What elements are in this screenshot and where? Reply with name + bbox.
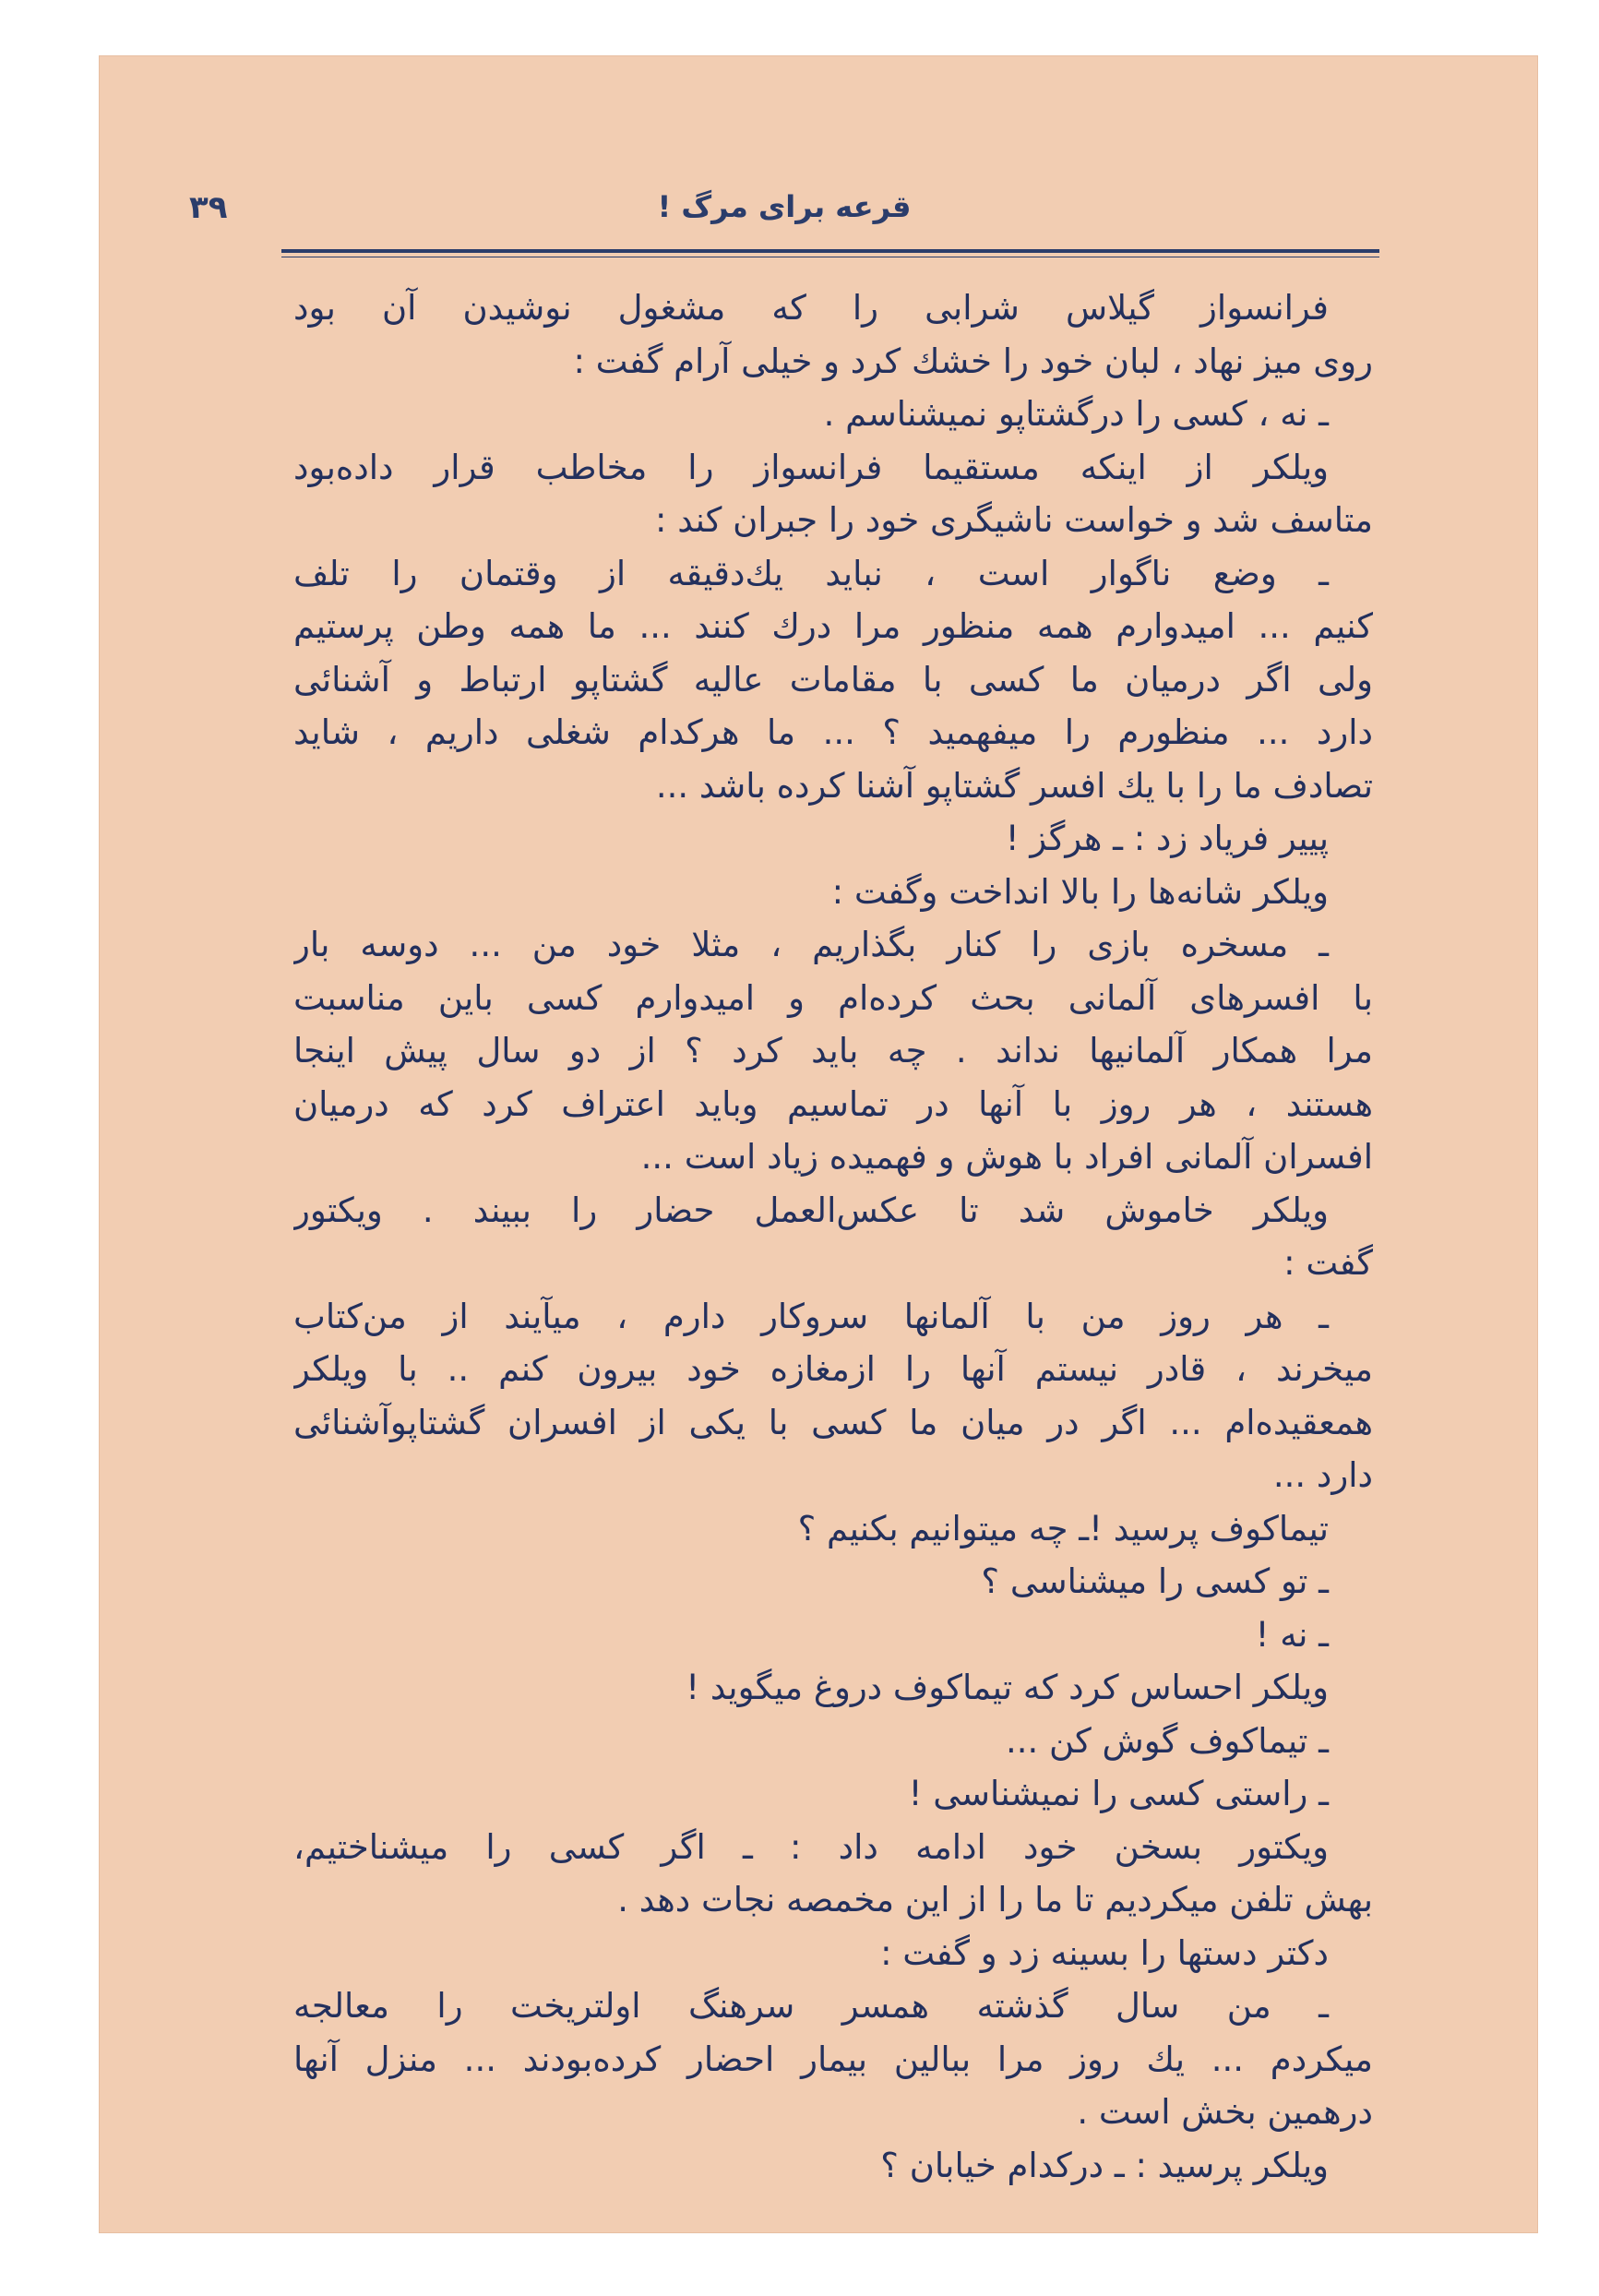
text-line: میکردم ... یك روز مرا ببالین بیمار احضار کرده‌بودند ... منزل آنها [293,2039,1373,2079]
text-line: ویلکر شانه‌ها را بالا انداخت وگفت : [831,871,1329,912]
text-line: ـ مسخره بازی را کنار بگذاریم ، مثلا خود من ... دوسه بار [293,925,1329,964]
body-text [293,281,1373,2192]
page-number: ۳۹ [189,189,228,226]
text-line: ـ نه ! [1255,1614,1329,1655]
text-line: میخرند ، قادر نیستم آنها را ازمغازه خود بیرون کنم .. با ویلکر [293,1349,1373,1389]
text-line: با افسرهای آلمانی بحث کرده‌ام و امیدوارم کسی باین مناسبت [293,977,1373,1018]
text-line: تیماکوف پرسید !ـ چه میتوانیم بکنیم ؟ [797,1508,1329,1549]
text-line: ـ من سال گذشته همسر سرهنگ اولتریخت را معالجه [293,1986,1329,2026]
text-line: ـ هر روز من با آلمانها سروکار دارم ، میآیند از من‌کتاب [293,1296,1329,1336]
text-line: متاسف شد و خواست ناشیگری خود را جبران کند : [654,500,1373,540]
text-line: دارد ... منظورم را میفهمید ؟ ... ما هرکدام شغلی داریم ، شاید [293,712,1373,752]
text-line: تصادف ما را با یك افسر گشتاپو آشنا کرده باشد ... [655,765,1373,806]
text-line: ویکتور بسخن خود ادامه داد : ـ اگر کسی را میشناختیم، [293,1826,1329,1867]
text-line: کنیم ... امیدوارم همه منظور مرا درك کنند ... ما همه وطن پرستیم [293,606,1373,646]
text-line: ویلکر از اینکه مستقیما فرانسواز را مخاطب قرار داده‌بود [293,447,1329,487]
text-line: درهمین بخش است . [1077,2092,1373,2132]
text-line: ویلکر احساس کرد که تیماکوف دروغ میگوید ! [686,1668,1329,1707]
text-line: ـ نه ، کسی را درگشتاپو نمیشناسم . [823,394,1329,434]
text-line: ویلکر خاموش شد تا عکس‌العمل حضار را ببیند . ویکتور [293,1190,1329,1230]
text-line: پییر فریاد زد : ـ هرگز ! [1005,819,1329,858]
text-line: دکتر دستها را بسینه زد و گفت : [880,1932,1329,1973]
text-line: گفت : [1283,1243,1373,1283]
page-header [189,189,1379,241]
text-line: دارد ... [1272,1455,1373,1495]
text-line: ـ تو کسی را میشناسی ؟ [981,1561,1329,1601]
text-line: هستند ، هر روز با آنها در تماسیم وباید اعتراف کرد که درمیان [293,1083,1373,1124]
text-line: روی میز نهاد ، لبان خود را خشك کرد و خیلی آرام گفت : [573,341,1373,381]
text-line: ـ تیماکوف گوش کن ... [1005,1720,1329,1761]
text-line: افسران آلمانی افراد با هوش و فهمیده زیاد است ... [640,1137,1373,1177]
text-line: بهش تلفن میکردیم تا ما را از این مخمصه نجات دهد . [617,1880,1373,1919]
text-line: همعقیده‌ام ... اگر در میان ما کسی با یکی از افسران گشتاپوآشنائی [293,1402,1373,1442]
text-line: ـ وضع ناگوار است ، نباید یك‌دقیقه از وقتمان را تلف [293,553,1329,593]
header-rule [281,249,1379,253]
text-line: ویلکر پرسید : ـ درکدام خیابان ؟ [880,2145,1329,2185]
text-line: ولی اگر درمیان ما کسی با مقامات عالیه گشتاپو ارتباط و آشنائی [293,659,1373,700]
text-line: مرا همکار آلمانیها نداند . چه باید کرد ؟ از دو سال پیش اینجا [293,1031,1373,1070]
text-line: ـ راستی کسی را نمیشناسی ! [908,1774,1329,1813]
text-line: فرانسواز گیلاس شرابی را که مشغول نوشیدن آن بود [293,288,1329,328]
running-title: قرعه برای مرگ ! [657,189,912,224]
